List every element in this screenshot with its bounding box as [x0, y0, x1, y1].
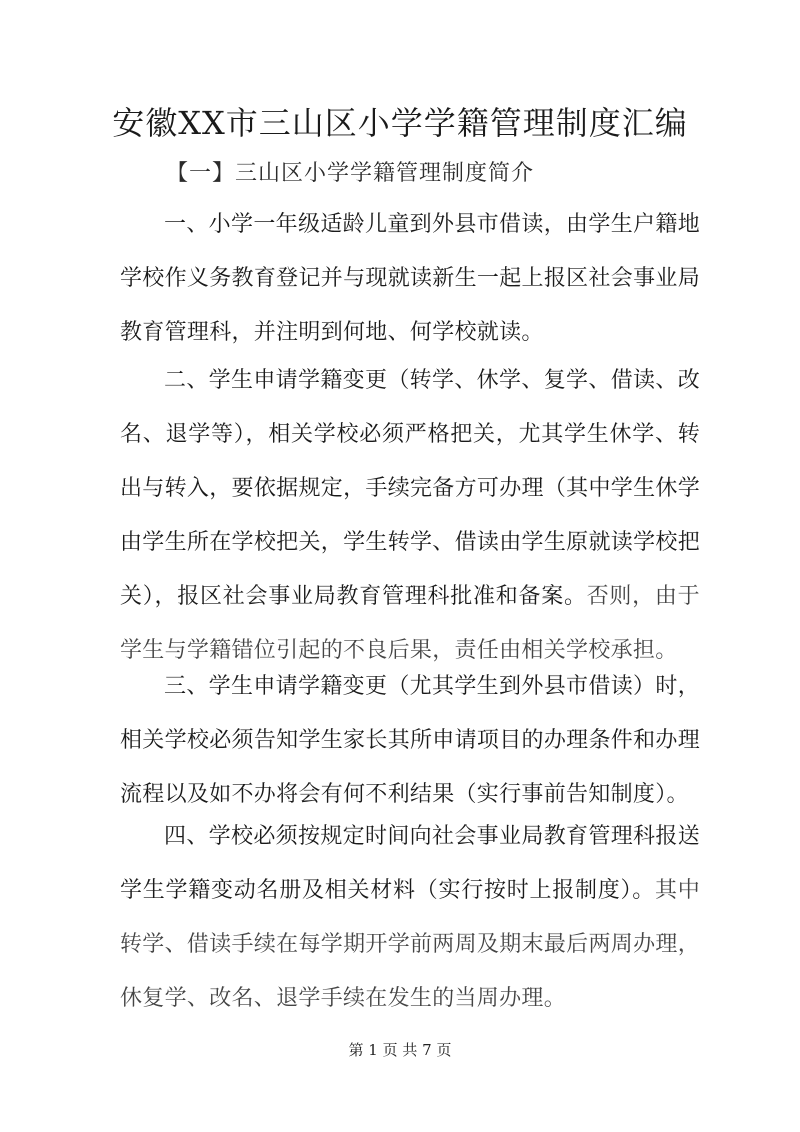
paragraph-2-tail: 否则，由于学生与学籍错位引起的不良后果，责任由相关学校承担。	[120, 584, 700, 663]
paragraph-3	[120, 660, 700, 822]
paragraph-2-text: 二、学生申请学籍变更（转学、休学、复学、借读、改名、退学等），相关学校必须严格把关，尤其学生休学、转出与转入，要依据规定，手续完备方可办理（其中学生休学由学生所在学校把关，学生转学、借读由学生原就读学校把关），报区社会事业局教育管理科批准和备案。	[120, 368, 700, 609]
paragraph-4-tail: 其中转学、借读手续在每学期开学前两周及期末最后两周办理，休复学、改名、退学手续在发生的当周办理。	[120, 878, 701, 1011]
paragraph-4-text: 四、学校必须按规定时间向社会事业局教育管理科报送学生学籍变动名册及相关材料（实行按时上报制度）。	[120, 824, 700, 903]
paragraph-1	[120, 198, 700, 360]
page-number-footer: 第 1 页 共 7 页	[348, 1041, 452, 1059]
paragraph-4	[120, 810, 700, 1026]
document-title: 安徽XX市三山区小学学籍管理制度汇编	[112, 104, 688, 142]
paragraph-1-text: 一、小学一年级适龄儿童到外县市借读，由学生户籍地学校作义务教育登记并与现就读新生一起上报区社会事业局教育管理科，并注明到何地、何学校就读。	[120, 212, 700, 345]
paragraph-3-text: 三、学生申请学籍变更（尤其学生到外县市借读）时，相关学校必须告知学生家长其所申请项目的办理条件和办理流程以及如不办将会有何不利结果（实行事前告知制度）。	[120, 674, 700, 807]
paragraph-2	[120, 354, 700, 678]
section-heading: 【一】三山区小学学籍管理制度简介	[166, 161, 535, 186]
